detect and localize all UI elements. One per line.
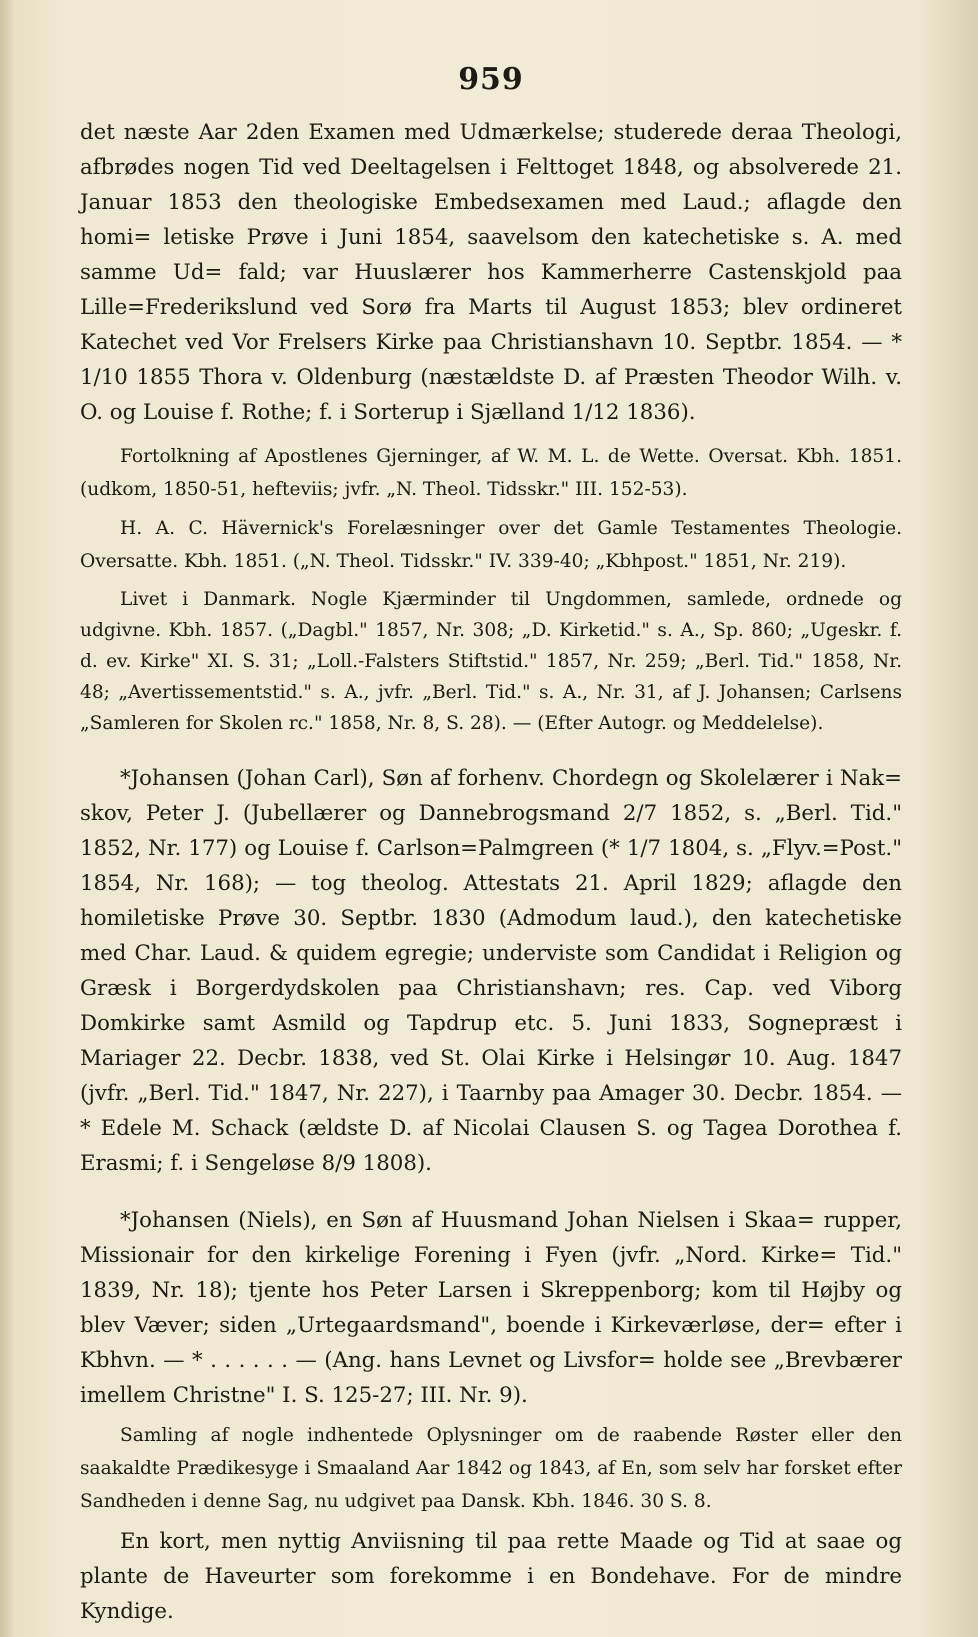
page-gutter <box>0 0 14 1637</box>
text-line: 1851. (udkom, 1850-51, hefteviis; jvfr. „N. Theol. Tidsskr." III. 152-53). <box>80 446 902 500</box>
bibliography-item-livet-i-danmark <box>80 584 902 739</box>
text-line: efter Sandheden i denne Sag, nu udgivet paa Dansk. Kbh. 1846. 30 S. 8. <box>80 1458 902 1512</box>
text-line: 1847 (jvfr. „Berl. Tid." 1847, Nr. 227), i Taarnby paa Amager 30. <box>80 1046 902 1106</box>
bibliography-item-anviisning <box>80 1524 902 1629</box>
text-line: Tid." 1839, Nr. 18); tjente hos Peter Larsen i Skreppenborg; kom til <box>80 1243 902 1303</box>
text-line: Frelsers Kirke paa Christianshavn 10. Septbr. 1854. — * 1/10 1855 Thora <box>80 330 902 390</box>
text-line: 1858, Nr. 48; „Avertissementstid." s. A., jvfr. „Berl. Tid." s. A., Nr. 31, af J. Johansen; <box>80 651 902 703</box>
text-line: Samling af nogle indhentede Oplysninger om de raabende Røster eller den <box>120 1425 902 1446</box>
text-line: rupper, Missionair for den kirkelige Forening i Fyen (jvfr. „Nord. Kirke= <box>80 1208 902 1268</box>
text-line: ved Sorø fra Marts til August 1853; blev ordineret Katechet ved Vor <box>80 295 902 355</box>
text-line: En kort, men nyttig Anviisning til paa rette Maade og Tid at saae og <box>120 1529 902 1554</box>
text-line: Januar 1853 den theologiske Embedsexamen med Laud.; aflagde den homi= <box>80 190 902 250</box>
text-line: Fortolkning af Apostlenes Gjerninger, af W. M. L. de Wette. Oversat. Kbh. <box>120 446 841 467</box>
text-line: f. Rothe; f. i Sorterup i Sjælland 1/12 1836). <box>220 400 696 425</box>
text-line: afbrødes nogen Tid ved Deeltagelsen i Felttoget 1848, og absolverede 21. <box>80 155 902 180</box>
paragraph-entry-continuation <box>80 115 902 430</box>
text-line: katechetiske med Char. Laud. & quidem egregie; underviste som Candidat <box>80 906 902 966</box>
text-line: fald; var Huuslærer hos Kammerherre Castenskjold paa Lille=Frederikslund <box>80 260 902 320</box>
text-line: plante de Haveurter som forekomme i en Bondehave. For de mindre Kyndige. <box>80 1564 902 1624</box>
text-line: Decbr. 1854. — * Edele M. Schack (ældste D. af Nicolai Clausen S. <box>80 1081 902 1141</box>
text-line: 1852, Nr. 177) og Louise f. Carlson=Palmgreen (* 1/7 1804, s. <box>80 836 754 861</box>
text-line: H. A. C. Hävernick's Forelæsninger over det Gamle Testamentes Theologie. <box>120 518 902 539</box>
text-line: v. Oldenburg (næstældste D. af Præsten Theodor Wilh. v. O. og Louise <box>80 365 903 425</box>
text-line: og Tagea Dorothea f. Erasmi; f. i Sengeløse 8/9 1808). <box>80 1116 902 1176</box>
text-line: efter i Kbhvn. — * . . . . . . — (Ang. hans Levnet og Livsfor= <box>80 1313 902 1373</box>
bibliography-item-apostlenes <box>80 440 902 506</box>
entry-johansen-niels <box>80 1203 902 1413</box>
text-line: Viborg Domkirke samt Asmild og Tapdrup etc. 5. Juni 1833, Sognepræst <box>80 976 902 1036</box>
bibliography-item-samling <box>80 1419 902 1518</box>
text-line: holde see „Brevbærer imellem Christne" I. S. 125-27; III. Nr. 9). <box>80 1348 902 1408</box>
text-line: *Johansen (Johan Carl), Søn af forhenv. Chordegn og Skolelærer i Nak= <box>120 766 902 791</box>
text-line: skov, Peter J. (Jubellærer og Dannebrogsmand 2/7 1852, s. „Berl. Tid." <box>80 801 902 826</box>
text-line: udgivne. Kbh. 1857. („Dagbl." 1857, Nr. 308; „D. Kirketid." s. A., Sp. 860; <box>80 620 794 641</box>
text-line: i Mariager 22. Decbr. 1838, ved St. Olai Kirke i Helsingør 10. Aug. <box>80 1011 902 1071</box>
bibliography-item-havernick <box>80 512 902 578</box>
text-line: „Ugeskr. f. d. ev. Kirke" XI. S. 31; „Loll.-Falsters Stiftstid." 1857, Nr. 259; „Berl. Tid." <box>80 620 902 672</box>
text-line: det næste Aar 2den Examen med Udmærkelse; studerede deraa Theologi, <box>80 120 902 145</box>
text-line: Carlsens „Samleren for Skolen rc." 1858, Nr. 8, S. 28). — (Efter Autogr. og Meddelelse). <box>80 682 902 734</box>
text-line: i Religion og Græsk i Borgerdydskolen paa Christianshavn; res. Cap. ved <box>80 941 902 1001</box>
text-line: Livet i Danmark. Nogle Kjærminder til Ungdommen, samlede, ordnede og <box>120 589 902 610</box>
text-line: „Flyv.=Post." 1854, Nr. 168); — tog theolog. Attestats 21. April 1829; <box>80 836 902 896</box>
page-number: 959 <box>458 62 524 97</box>
text-line: aflagde den homiletiske Prøve 30. Septbr. 1830 (Admodum laud.), den <box>80 871 902 931</box>
text-line: letiske Prøve i Juni 1854, saavelsom den katechetiske s. A. med samme Ud= <box>80 225 902 285</box>
text-line: Højby og blev Væver; siden „Urtegaardsmand", boende i Kirkeværløse, der= <box>80 1278 902 1338</box>
entry-johansen-johan-carl <box>80 761 902 1181</box>
text-line: Oversatte. Kbh. 1851. („N. Theol. Tidsskr." IV. 339-40; „Kbhpost." 1851, Nr. 219). <box>80 551 847 572</box>
text-line: *Johansen (Niels), en Søn af Huusmand Johan Nielsen i Skaa= <box>120 1208 815 1233</box>
text-line: saakaldte Prædikesyge i Smaaland Aar 1842 og 1843, af En, som selv har forsket <box>80 1458 851 1479</box>
